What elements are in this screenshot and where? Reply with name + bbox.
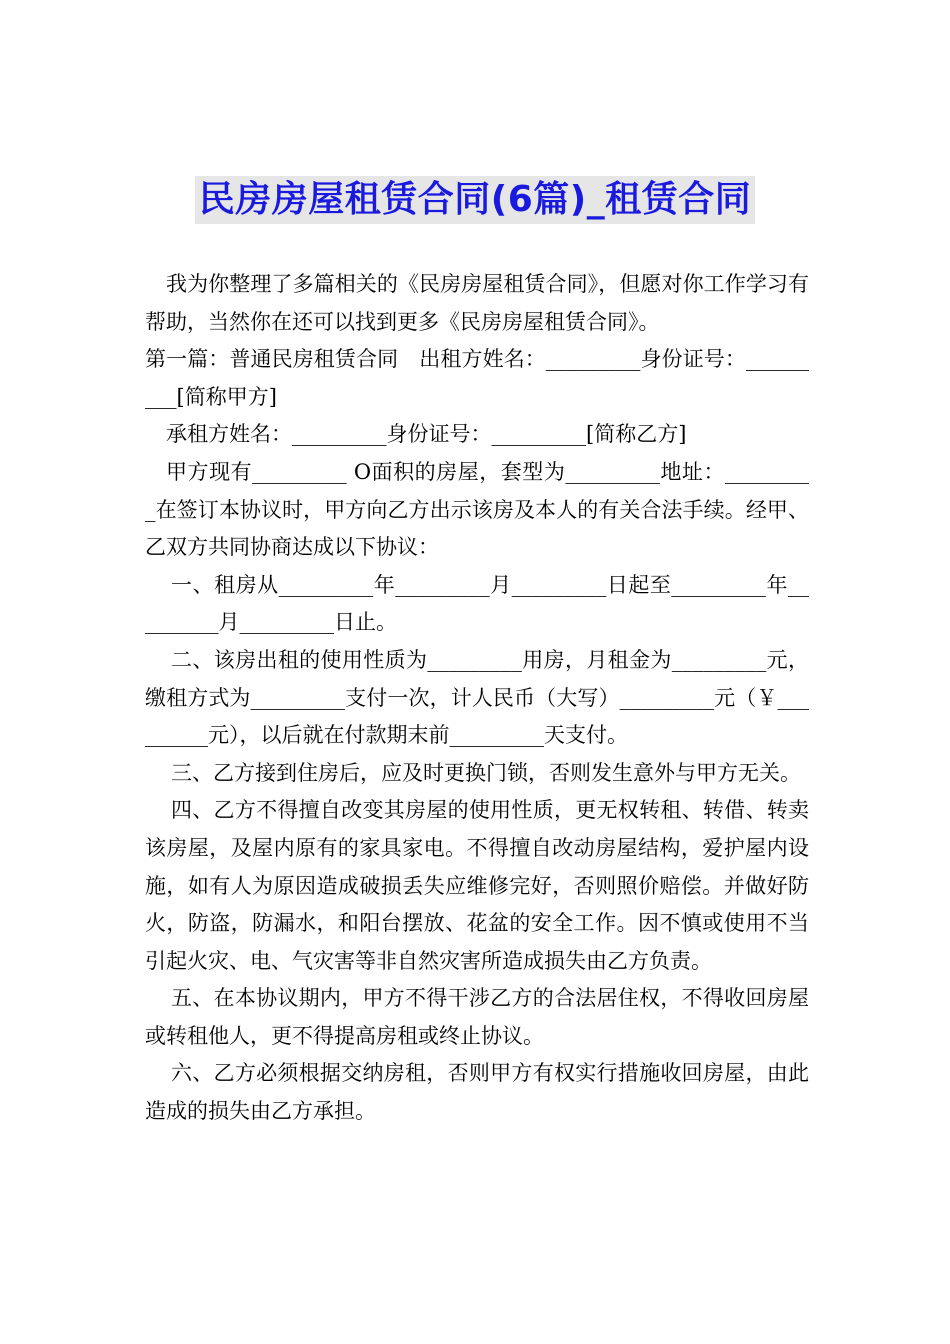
- section-one-paragraph: 第一篇：普通民房租赁合同 出租方姓名：_________身份证号：_________[简称甲方]: [145, 347, 809, 409]
- clause-1-paragraph: 一、租房从_________年_________月_________日起至_________年_________月_________日止。: [145, 572, 809, 635]
- property-paragraph: 甲方现有_________ O面积的房屋，套型为_________地址：_________在签订本协议时，甲方向乙方出示该房及本人的有关合法手续。经甲、乙双方共同协商达成以下协议：: [145, 459, 809, 560]
- clause-3-paragraph: 三、乙方接到住房后，应及时更换门锁，否则发生意外与甲方无关。: [171, 760, 801, 785]
- tenant-info-paragraph: 承租方姓名：_________身份证号：_________[简称乙方]: [166, 422, 687, 447]
- clause-4-paragraph: 四、乙方不得擅自改变其房屋的使用性质，更无权转租、转借、转卖该房屋，及屋内原有的家具家电。不得擅自改动房屋结构，爱护屋内设施，如有人为原因造成破损丢失应维修完好，否则照价赔偿。并做好防火，防盗，防漏水，和阳台摆放、花盆的安全工作。因不慎或使用不当引起火灾、电、气灾害等非自然灾害所造成损失由乙方负责。: [145, 798, 809, 973]
- intro-paragraph: 我为你整理了多篇相关的《民房房屋租赁合同》，但愿对你工作学习有帮助，当然你在还可以找到更多《民房房屋租赁合同》。: [145, 272, 809, 334]
- clause-5-paragraph: 五、在本协议期内，甲方不得干涉乙方的合法居住权，不得收回房屋或转租他人，更不得提高房租或终止协议。: [145, 986, 809, 1048]
- document-body: [145, 266, 809, 1131]
- title-container: [0, 176, 950, 224]
- clause-6-paragraph: 六、乙方必须根据交纳房租，否则甲方有权实行措施收回房屋，由此造成的损失由乙方承担。: [145, 1061, 809, 1124]
- clause-2-paragraph: 二、该房出租的使用性质为_________用房，月租金为_________元，缴租方式为_________支付一次，计人民币（大写）_________元（￥_________元），以后就在付款期末前_________天支付。: [145, 647, 809, 748]
- document-title: 民房房屋租赁合同(6篇)_租赁合同: [195, 176, 755, 224]
